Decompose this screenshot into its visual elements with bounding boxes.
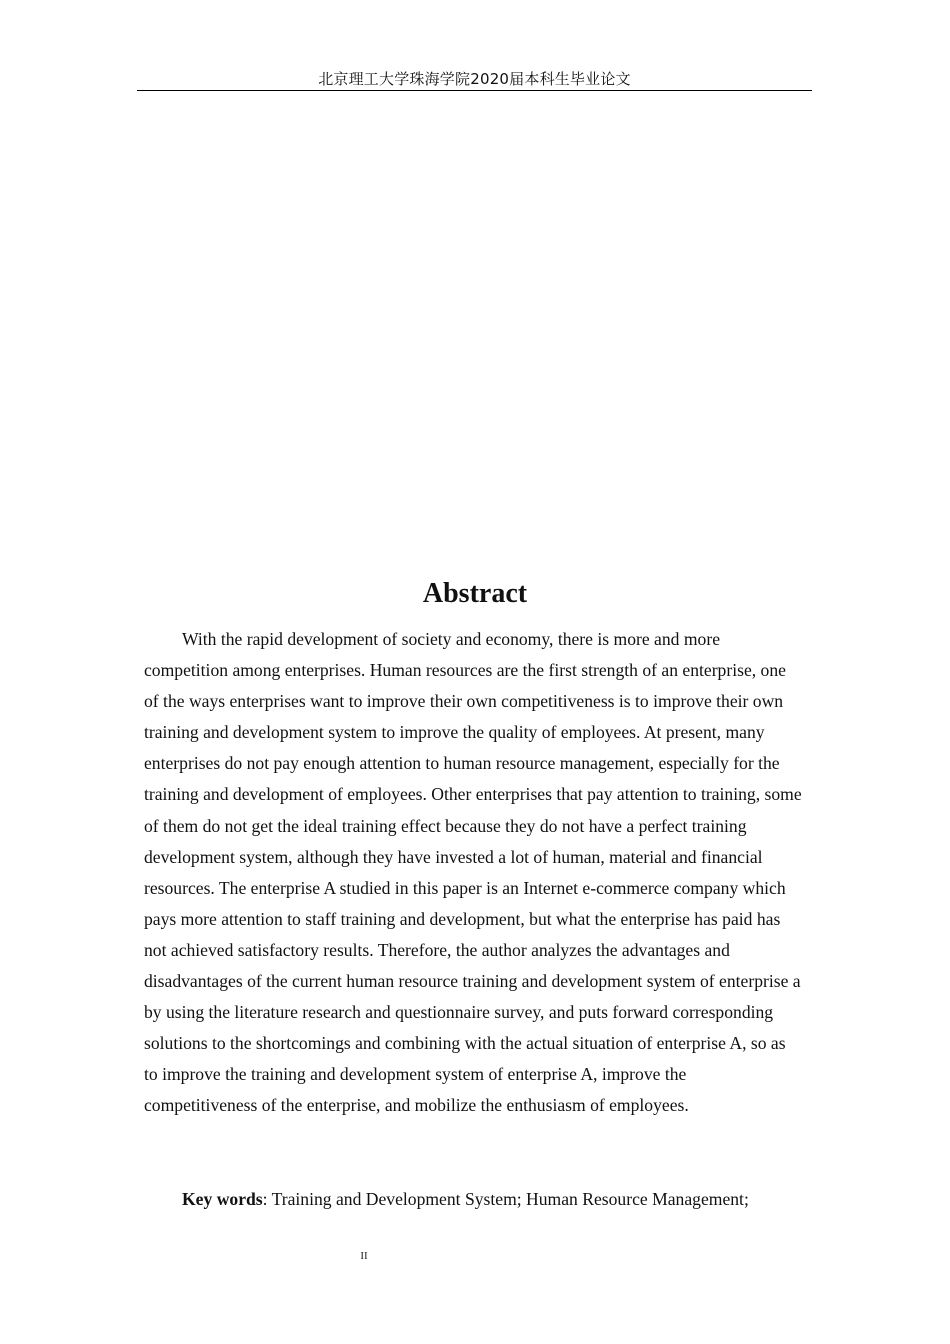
keywords-text: : Training and Development System; Human Resource Management;	[262, 1189, 749, 1209]
abstract-title: Abstract	[422, 578, 528, 609]
header-title: 北京理工大学珠海学院2020届本科生毕业论文	[318, 70, 631, 88]
keywords-label: Key words	[182, 1189, 263, 1209]
page-header	[137, 68, 812, 91]
keywords-line	[144, 1184, 824, 1215]
page-number: II	[360, 1250, 368, 1262]
abstract-body: With the rapid development of society and economy, there is more and more competition among enterprises. Human resources are the first strength of an enterprise, one of the ways enterprises want to improve their own competitiveness is to improve their own training and development system to improve the quality of employees. At present, many enterprises do not pay enough attention to human resource management, especially for the training and development of employees. Other enterprises that pay attention to training, some of them do not get the ideal training effect because they do not have a perfect training development system, although they have invested a lot of human, material and financial resources. The enterprise A studied in this paper is an Internet e-commerce company which pays more attention to staff training and development, but what the enterprise has paid has not achieved satisfactory results. Therefore, the author analyzes the advantages and disadvantages of the current human resource training and development system of enterprise a by using the literature research and questionnaire survey, and puts forward corresponding solutions to the shortcomings and combining with the actual situation of enterprise A, so as to improve the training and development system of enterprise A, improve the competitiveness of the enterprise, and mobilize the enthusiasm of employees.	[144, 629, 802, 1116]
